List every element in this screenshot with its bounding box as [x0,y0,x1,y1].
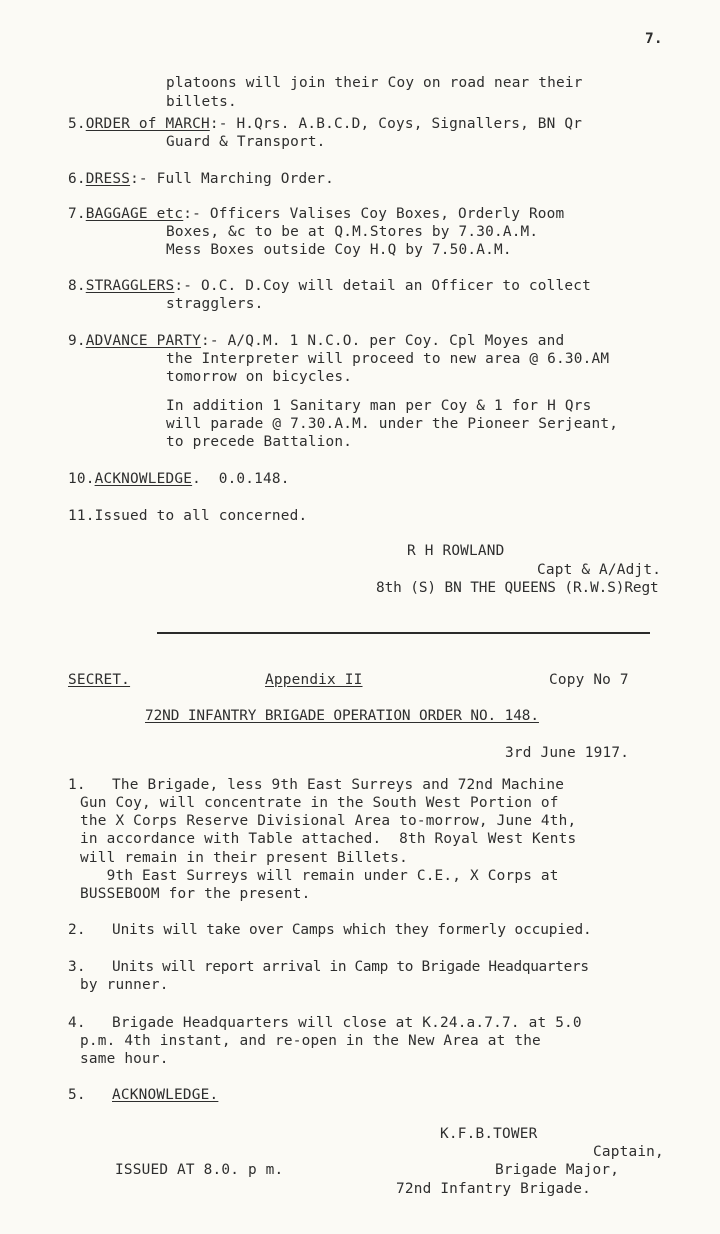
item-text: Full Marching Order. [156,171,334,187]
item-text: Issued to all concerned. [94,508,308,524]
item-text: to precede Battalion. [166,434,353,450]
item-heading: ORDER of MARCH [85,116,210,132]
paragraph-text: Units will report arrival in Camp to Brigade Headquarters [112,959,589,975]
paragraph-text: The Brigade, less 9th East Surreys and 72nd Machine [112,777,565,793]
item-heading: ACKNOWLEDGE [94,471,193,487]
paragraph-text: Gun Coy, will concentrate in the South West Portion of [80,795,559,811]
item-heading: ADVANCE PARTY [85,333,201,349]
signature-name: R H ROWLAND [407,543,505,559]
paragraph-text: p.m. 4th instant, and re-open in the New Area at the [80,1033,541,1049]
item-text: In addition 1 Sanitary man per Coy & 1 for H Qrs [166,398,592,414]
item-text: H.Qrs. A.B.C.D, Coys, Signallers, BN Qr [236,116,583,132]
item-number: 9. [68,333,86,349]
order-date: 3rd June 1917. [505,745,630,761]
item-number: 5. [68,116,86,132]
secret-label: SECRET. [68,672,131,688]
item-text: Officers Valises Coy Boxes, Orderly Room [209,206,565,222]
paragraph-text: Brigade Headquarters will close at K.24.a.7.7. at 5.0 [112,1015,582,1031]
paragraph-heading: ACKNOWLEDGE. [112,1087,219,1103]
item-text: A/Q.M. 1 N.C.O. per Coy. Cpl Moyes and [227,333,565,349]
paragraph-text: same hour. [80,1051,169,1067]
item-number: 7. [68,206,86,222]
item-number: 8. [68,278,86,294]
order-item-10 [68,470,290,488]
item-number: 11. [68,508,95,524]
copy-number: Copy No 7 [549,672,629,688]
order-item-7 [68,205,564,223]
item-text: O.C. D.Coy will detail an Officer to collect [200,278,591,294]
signature-rank: Capt & A/Adjt. [537,562,662,578]
paragraph-number: 2. [68,922,86,938]
paragraph-text: by runner. [80,977,169,993]
item-text: Boxes, &c to be at Q.M.Stores by 7.30.A.M. [166,224,539,240]
continuation-line: platoons will join their Coy on road near their [166,75,583,91]
paragraph-number: 5. [68,1087,86,1103]
signature-unit: 8th (S) BN THE QUEENS (R.W.S)Regt [376,580,659,596]
paragraph-text: Units will take over Camps which they formerly occupied. [112,922,592,938]
item-heading: BAGGAGE etc [85,206,184,222]
item-separator: :- [200,333,228,349]
item-text: stragglers. [166,296,264,312]
signature-unit: 72nd Infantry Brigade. [396,1181,592,1197]
item-separator: :- [174,278,201,294]
order-item-8 [68,277,591,295]
item-text: will parade @ 7.30.A.M. under the Pioneer Serjeant, [166,416,619,432]
signature-rank: Captain, [593,1144,664,1160]
item-separator: :- [183,206,210,222]
paragraph-number: 1. [68,777,86,793]
signature-role: Brigade Major, [495,1162,620,1178]
item-heading: DRESS [85,171,131,187]
section-divider [157,632,650,634]
paragraph-number: 3. [68,959,86,975]
paragraph-text: will remain in their present Billets. [80,850,408,866]
item-text: Guard & Transport. [166,134,326,150]
signature-name: K.F.B.TOWER [440,1126,538,1142]
order-item-11 [68,507,307,525]
paragraph-text: BUSSEBOOM for the present. [80,886,311,902]
page-number: 7. [645,31,663,47]
order-item-9 [68,332,564,350]
appendix-label: Appendix II [265,672,363,688]
item-text: 0.0.148. [218,471,290,487]
item-separator: :- [209,116,237,132]
paragraph-text: 9th East Surreys will remain under C.E., X Corps at [80,868,559,884]
paragraph-text: in accordance with Table attached. 8th Royal West Kents [80,831,577,847]
item-text: Mess Boxes outside Coy H.Q by 7.50.A.M. [166,242,512,258]
item-number: 10. [68,471,95,487]
paragraph-text: the X Corps Reserve Divisional Area to-morrow, June 4th, [80,813,577,829]
item-heading: STRAGGLERS [85,278,175,294]
item-separator: :- [130,171,157,187]
issued-time: ISSUED AT 8.0. p m. [115,1162,284,1178]
order-title: 72ND INFANTRY BRIGADE OPERATION ORDER NO. 148. [145,708,539,724]
item-separator: . [192,471,219,487]
paragraph-number: 4. [68,1015,86,1031]
item-number: 6. [68,171,86,187]
order-item-5 [68,115,582,133]
order-item-6 [68,170,334,188]
item-text: tomorrow on bicycles. [166,369,353,385]
item-text: the Interpreter will proceed to new area @ 6.30.AM [166,351,610,367]
continuation-line: billets. [166,94,237,110]
